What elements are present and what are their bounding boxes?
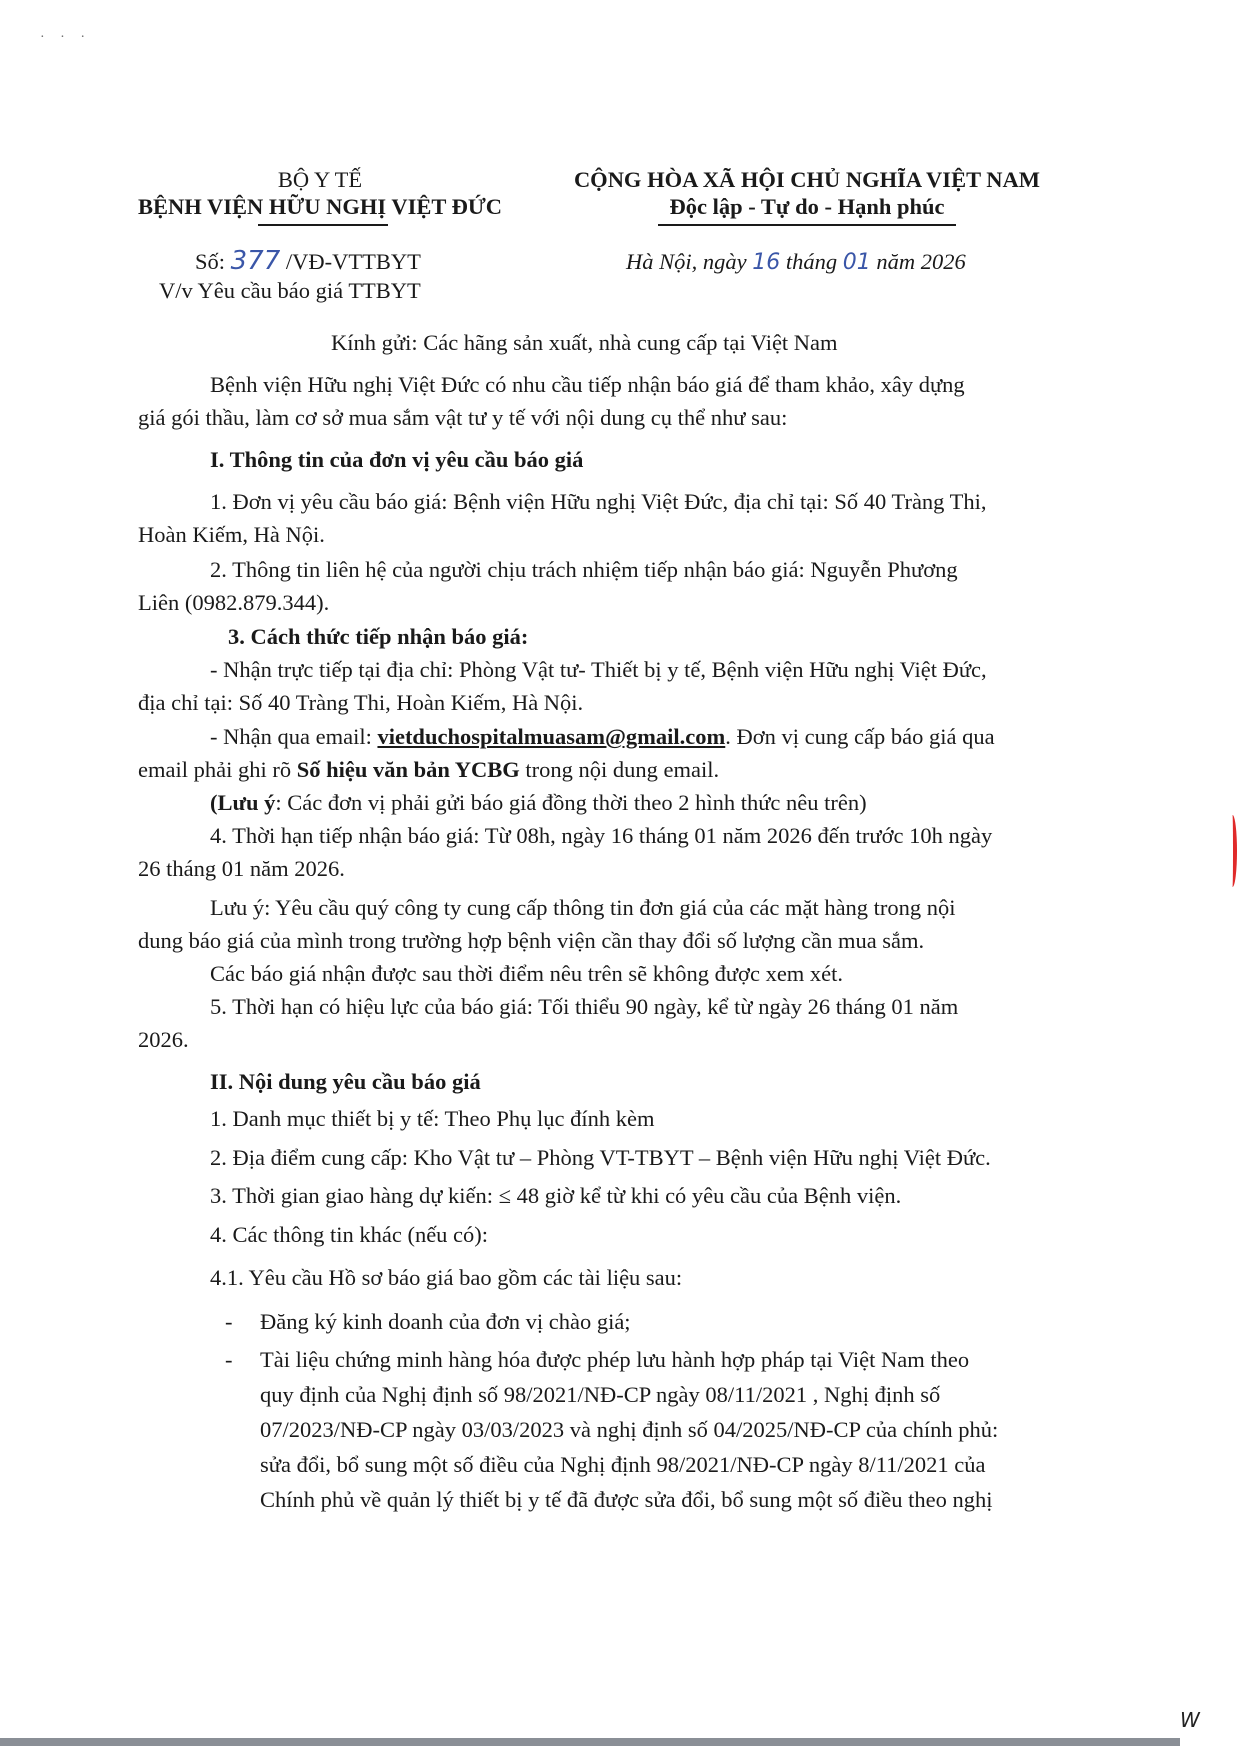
doc-subject: V/v Yêu cầu báo giá TTBYT: [159, 278, 421, 303]
bullet-2-line-5: Chính phủ về quản lý thiết bị y tế đã được sửa đổi, bổ sung một số điều theo nghị: [260, 1487, 993, 1512]
item-1-5-line-2: 2026.: [138, 1027, 189, 1052]
email-link[interactable]: vietduchospitalmuasam@gmail.com: [377, 724, 726, 749]
item-1-4-line-2: 26 tháng 01 năm 2026.: [138, 856, 345, 881]
item-1-1-line-2: Hoàn Kiếm, Hà Nội.: [138, 522, 325, 547]
item-1-3a-line-2: địa chỉ tại: Số 40 Tràng Thi, Hoàn Kiếm, Hà Nội.: [138, 690, 584, 715]
note-text: : Các đơn vị phải gửi báo giá đồng thời theo 2 hình thức nêu trên): [275, 790, 867, 815]
note2-line-2: dung báo giá của mình trong trường hợp bệnh viện cần thay đổi số lượng cần mua sắm.: [138, 928, 925, 953]
item-1-3b-line-1: [210, 721, 995, 753]
date-year: năm 2026: [876, 249, 966, 274]
item-1-3a-line-1: - Nhận trực tiếp tại địa chỉ: Phòng Vật tư- Thiết bị y tế, Bệnh viện Hữu nghị Việt Đức,: [210, 657, 987, 682]
note3-line: Các báo giá nhận được sau thời điểm nêu trên sẽ không được xem xét.: [210, 961, 844, 986]
country-name: CỘNG HÒA XÃ HỘI CHỦ NGHĨA VIỆT NAM: [573, 167, 1041, 192]
bullet-dash-1: -: [225, 1309, 233, 1334]
national-motto: Độc lập - Tự do - Hạnh phúc: [669, 194, 945, 219]
date-month-handwritten: 01: [842, 250, 871, 275]
doc-number-line: [195, 245, 421, 278]
scan-bottom-edge: [0, 1738, 1180, 1746]
date-line: [626, 246, 966, 279]
corner-initial-mark: W: [1180, 1708, 1200, 1732]
item-1-4-line-1: 4. Thời hạn tiếp nhận báo giá: Từ 08h, ngày 16 tháng 01 năm 2026 đến trước 10h ngày: [210, 823, 993, 848]
item-2-4: 4. Các thông tin khác (nếu có):: [210, 1222, 489, 1247]
email-note-prefix: email phải ghi rõ: [138, 757, 297, 782]
item-1-3b-line-2: [138, 754, 719, 786]
bullet-2-line-2: quy định của Nghị định số 98/2021/NĐ-CP ngày 08/11/2021 , Nghị định số: [260, 1382, 941, 1407]
ministry-name: BỘ Y TẾ: [277, 167, 363, 192]
note2-line-1: Lưu ý: Yêu cầu quý công ty cung cấp thông tin đơn giá của các mặt hàng trong nội: [210, 895, 956, 920]
email-suffix: . Đơn vị cung cấp báo giá qua: [725, 724, 995, 749]
bullet-1-text: Đăng ký kinh doanh của đơn vị chào giá;: [260, 1309, 631, 1334]
section-1-title: I. Thông tin của đơn vị yêu cầu báo giá: [210, 447, 584, 472]
email-note-suffix: trong nội dung email.: [519, 757, 720, 782]
item-2-4-1: 4.1. Yêu cầu Hồ sơ báo giá bao gồm các tài liệu sau:: [210, 1265, 683, 1290]
scan-specks: · · ·: [40, 30, 91, 45]
email-prefix: - Nhận qua email:: [210, 724, 378, 749]
doc-number-label: Số:: [195, 249, 226, 274]
item-1-2-line-2: Liên (0982.879.344).: [138, 590, 330, 615]
date-month-label: tháng: [785, 249, 838, 274]
doc-number-handwritten: 377: [230, 246, 281, 276]
hospital-name: BỆNH VIỆN HỮU NGHỊ VIỆT ĐỨC: [137, 194, 503, 219]
intro-line-1: Bệnh viện Hữu nghị Việt Đức có nhu cầu tiếp nhận báo giá để tham khảo, xây dựng: [210, 372, 965, 397]
date-prefix: Hà Nội, ngày: [626, 249, 747, 274]
doc-number-suffix: /VĐ-VTTBYT: [285, 249, 421, 274]
red-margin-mark: [1228, 815, 1237, 887]
item-2-2: 2. Địa điểm cung cấp: Kho Vật tư – Phòng VT-TBYT – Bệnh viện Hữu nghị Việt Đức.: [210, 1145, 991, 1170]
item-1-3-title: 3. Cách thức tiếp nhận báo giá:: [228, 624, 529, 649]
bullet-2-line-4: sửa đổi, bổ sung một số điều của Nghị định 98/2021/NĐ-CP ngày 8/11/2021 của: [260, 1452, 986, 1477]
section-2-title: II. Nội dung yêu cầu báo giá: [210, 1069, 481, 1094]
item-2-1: 1. Danh mục thiết bị y tế: Theo Phụ lục đính kèm: [210, 1106, 655, 1131]
motto-underline: [658, 224, 956, 226]
hospital-underline: [258, 224, 388, 226]
item-2-3: 3. Thời gian giao hàng dự kiến: ≤ 48 giờ kể từ khi có yêu cầu của Bệnh viện.: [210, 1183, 902, 1208]
email-note-bold: Số hiệu văn bản YCBG: [296, 757, 520, 782]
recipient-line: Kính gửi: Các hãng sản xuất, nhà cung cấp tại Việt Nam: [331, 330, 838, 355]
bullet-2-line-1: Tài liệu chứng minh hàng hóa được phép lưu hành hợp pháp tại Việt Nam theo: [260, 1347, 970, 1372]
note-label: (Lưu ý: [210, 790, 276, 815]
note-line: [210, 787, 867, 819]
date-day-handwritten: 16: [752, 250, 781, 275]
bullet-dash-2: -: [225, 1347, 233, 1372]
intro-line-2: giá gói thầu, làm cơ sở mua sắm vật tư y tế với nội dung cụ thể như sau:: [138, 405, 788, 430]
item-1-5-line-1: 5. Thời hạn có hiệu lực của báo giá: Tối thiểu 90 ngày, kể từ ngày 26 tháng 01 năm: [210, 994, 959, 1019]
bullet-2-line-3: 07/2023/NĐ-CP ngày 03/03/2023 và nghị định số 04/2025/NĐ-CP của chính phủ:: [260, 1417, 999, 1442]
item-1-1-line-1: 1. Đơn vị yêu cầu báo giá: Bệnh viện Hữu nghị Việt Đức, địa chỉ tại: Số 40 Tràng Thi,: [210, 489, 987, 514]
item-1-2-line-1: 2. Thông tin liên hệ của người chịu trách nhiệm tiếp nhận báo giá: Nguyễn Phương: [210, 557, 958, 582]
